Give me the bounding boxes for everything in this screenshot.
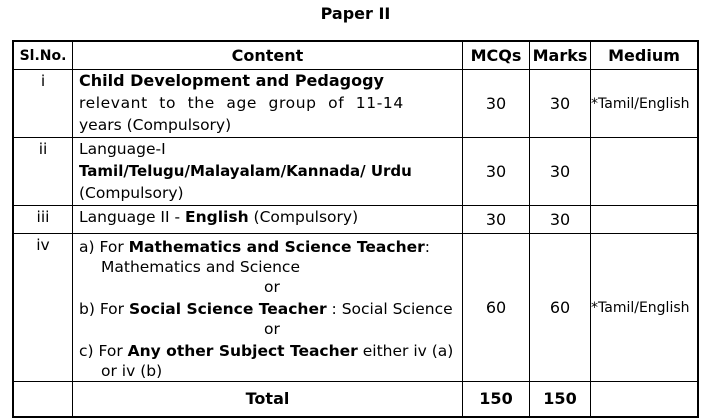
row-content-line3: (Compulsory)	[79, 184, 184, 202]
table-header-row	[13, 41, 698, 70]
row-content-line2: relevant to the age group of 11-14	[79, 94, 404, 112]
header-slno: Sl.No.	[13, 41, 73, 70]
row-slno: i	[13, 70, 73, 138]
option-c-post: either iv (a)	[357, 342, 454, 360]
total-marks: 150	[530, 382, 591, 418]
row-content-line1: Language-I	[79, 140, 166, 158]
option-a-pre: a) For	[79, 238, 129, 256]
row-marks: 30	[530, 138, 591, 206]
option-a-post: :	[424, 238, 431, 256]
exam-structure-table	[12, 40, 699, 418]
option-b	[79, 299, 462, 319]
row-mcqs: 30	[463, 138, 530, 206]
header-mcqs: MCQs	[463, 41, 530, 70]
row-marks: 30	[530, 206, 591, 234]
row-marks: 30	[530, 70, 591, 138]
row-slno: ii	[13, 138, 73, 206]
row-medium: *Tamil/English	[591, 234, 699, 382]
option-c-pre: c) For	[79, 342, 128, 360]
row-medium	[591, 206, 699, 234]
option-a-bold: Mathematics and Science Teacher	[128, 238, 425, 256]
or-separator: or	[264, 320, 280, 338]
row-content-line3: years (Compulsory)	[79, 116, 232, 134]
row-content-pre: Language II -	[79, 208, 186, 226]
option-c-bold: Any other Subject Teacher	[127, 342, 358, 360]
row-content	[73, 234, 463, 382]
option-c	[79, 341, 462, 361]
total-blank	[13, 382, 73, 418]
option-b-pre: b) For	[79, 300, 129, 318]
option-c-subject: or iv (b)	[101, 362, 163, 380]
row-mcqs: 30	[463, 206, 530, 234]
row-content-post: (Compulsory)	[248, 208, 359, 226]
header-medium: Medium	[591, 41, 699, 70]
table-row	[13, 234, 698, 382]
total-mcqs: 150	[463, 382, 530, 418]
or-separator: or	[264, 278, 280, 296]
row-mcqs: 60	[463, 234, 530, 382]
header-content: Content	[73, 41, 463, 70]
option-b-post: : Social Science	[326, 300, 453, 318]
row-marks: 60	[530, 234, 591, 382]
header-marks: Marks	[530, 41, 591, 70]
table-row	[13, 70, 698, 138]
row-mcqs: 30	[463, 70, 530, 138]
table-row	[13, 206, 698, 234]
option-a	[79, 237, 462, 257]
option-b-bold: Social Science Teacher	[128, 300, 327, 318]
total-medium	[591, 382, 699, 418]
row-content	[73, 138, 463, 206]
row-slno: iii	[13, 206, 73, 234]
row-slno: iv	[13, 234, 73, 382]
total-row	[13, 382, 698, 418]
total-label: Total	[73, 382, 463, 418]
row-medium	[591, 138, 699, 206]
row-content-line2: Tamil/Telugu/Malayalam/Kannada/ Urdu	[79, 162, 412, 180]
row-medium: *Tamil/English	[591, 70, 699, 138]
page-title: Paper II	[320, 4, 391, 23]
option-a-subject: Mathematics and Science	[101, 258, 300, 276]
row-content-line1: Child Development and Pedagogy	[79, 71, 384, 90]
row-content	[73, 70, 463, 138]
row-content	[73, 206, 463, 234]
row-content-bold: English	[185, 208, 249, 226]
table-row	[13, 138, 698, 206]
